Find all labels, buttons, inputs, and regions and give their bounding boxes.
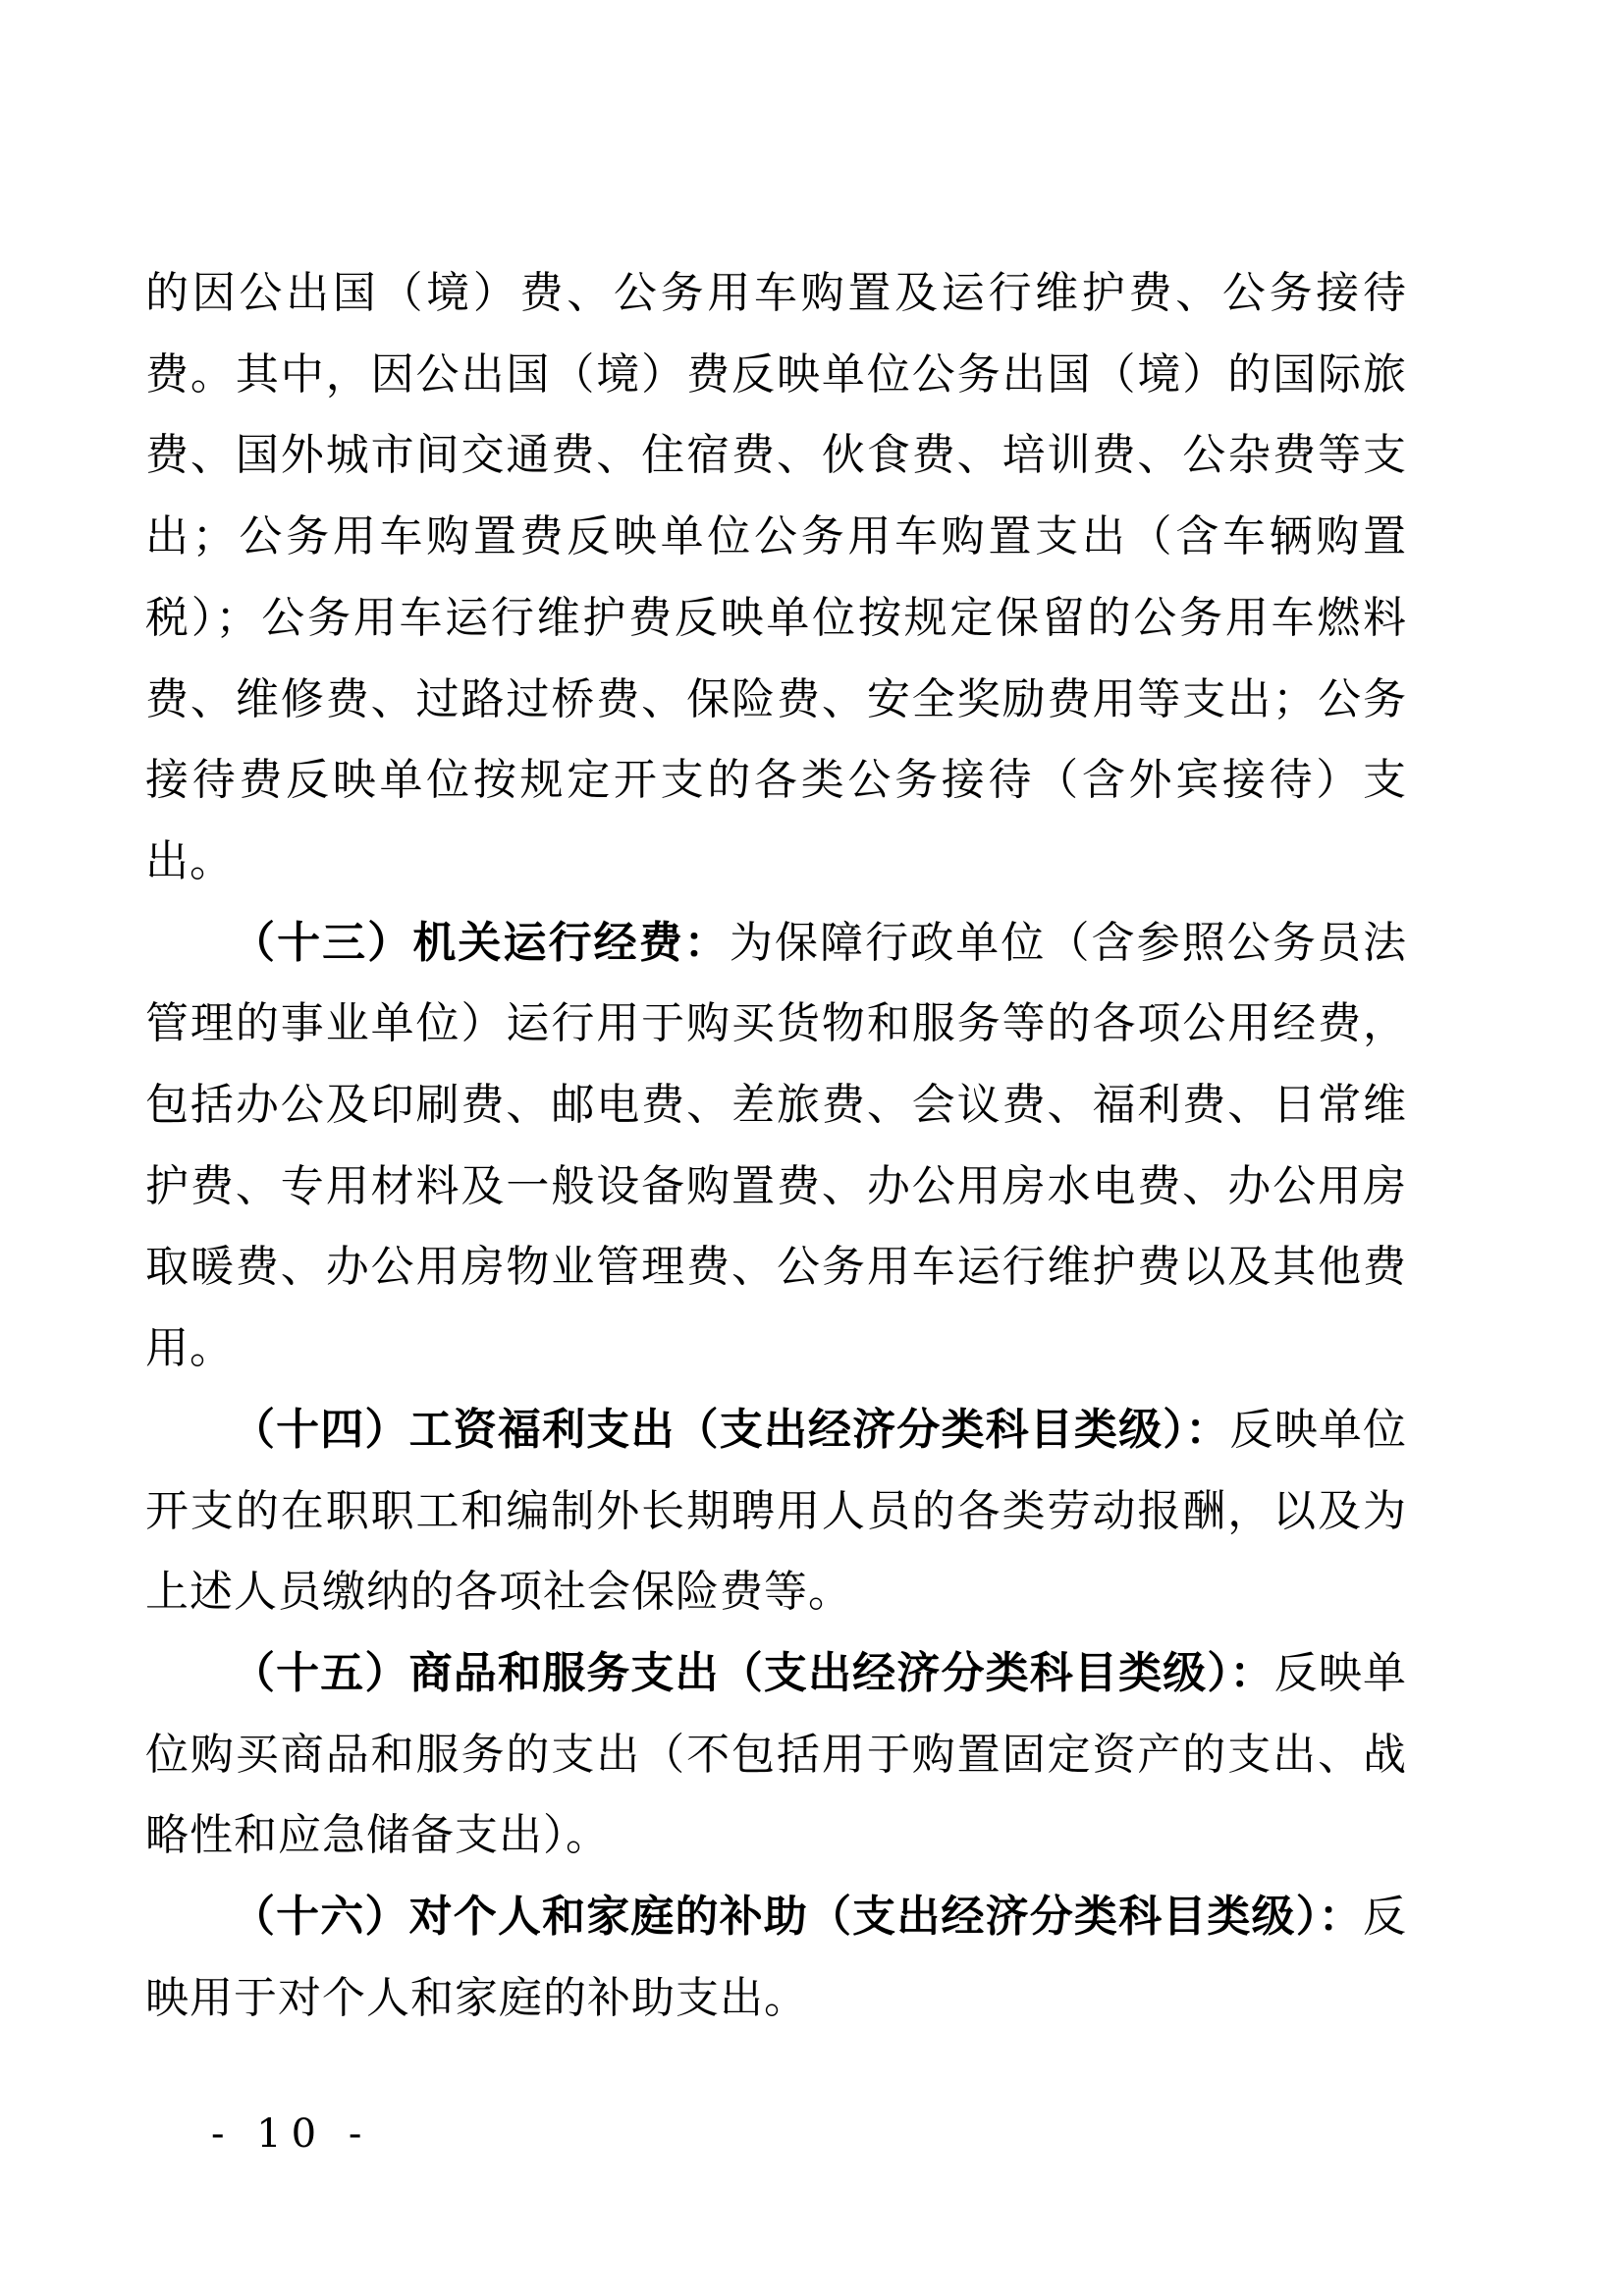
paragraph bbox=[145, 253, 1407, 903]
paragraph bbox=[145, 903, 1407, 1390]
paragraph-body-text: 为保障行政单位（含参照公务员法管理的事业单位）运行用于购买货物和服务等的各项公用经费，包括办公及印刷费、邮电费、差旅费、会议费、福利费、日常维护费、专用材料及一般设备购置费、办公用房水电费、办公用房取暖费、办公用房物业管理费、公务用车运行维护费以及其他费用。 bbox=[145, 917, 1408, 1374]
paragraph-body-text: 的因公出国（境）费、公务用车购置及运行维护费、公务接待费。其中，因公出国（境）费反映单位公务出国（境）的国际旅费、国外城市间交通费、住宿费、伙食费、培训费、公杂费等支出；公务用车购置费反映单位公务用车购置支出（含车辆购置税）；公务用车运行维护费反映单位按规定保留的公务用车燃料费、维修费、过路过桥费、保险费、安全奖励费用等支出；公务接待费反映单位按规定开支的各类公务接待（含外宾接待）支出。 bbox=[145, 268, 1407, 886]
paragraph-body-text: 反映单位购买商品和服务的支出（不包括用于购置固定资产的支出、战略性和应急储备支出）。 bbox=[145, 1647, 1408, 1861]
paragraph-body-text: 反映单位开支的在职职工和编制外长期聘用人员的各类劳动报酬，以及为上述人员缴纳的各项社会保险费等。 bbox=[145, 1404, 1408, 1618]
paragraph-heading-text: （十四）工资福利支出（支出经济分类科目类级）： bbox=[232, 1404, 1230, 1455]
paragraph-body-text: 反映用于对个人和家庭的补助支出。 bbox=[145, 1892, 1407, 2023]
paragraph bbox=[145, 1877, 1407, 2039]
page-number: - 10 - bbox=[211, 2111, 372, 2157]
document-body bbox=[145, 253, 1407, 2039]
paragraph-heading-text: （十三）机关运行经费： bbox=[232, 917, 730, 968]
paragraph-heading-text: （十五）商品和服务支出（支出经济分类科目类级）： bbox=[232, 1647, 1274, 1698]
paragraph bbox=[145, 1633, 1407, 1877]
paragraph bbox=[145, 1390, 1407, 1633]
paragraph-heading-text: （十六）对个人和家庭的补助（支出经济分类科目类级）： bbox=[232, 1892, 1363, 1943]
